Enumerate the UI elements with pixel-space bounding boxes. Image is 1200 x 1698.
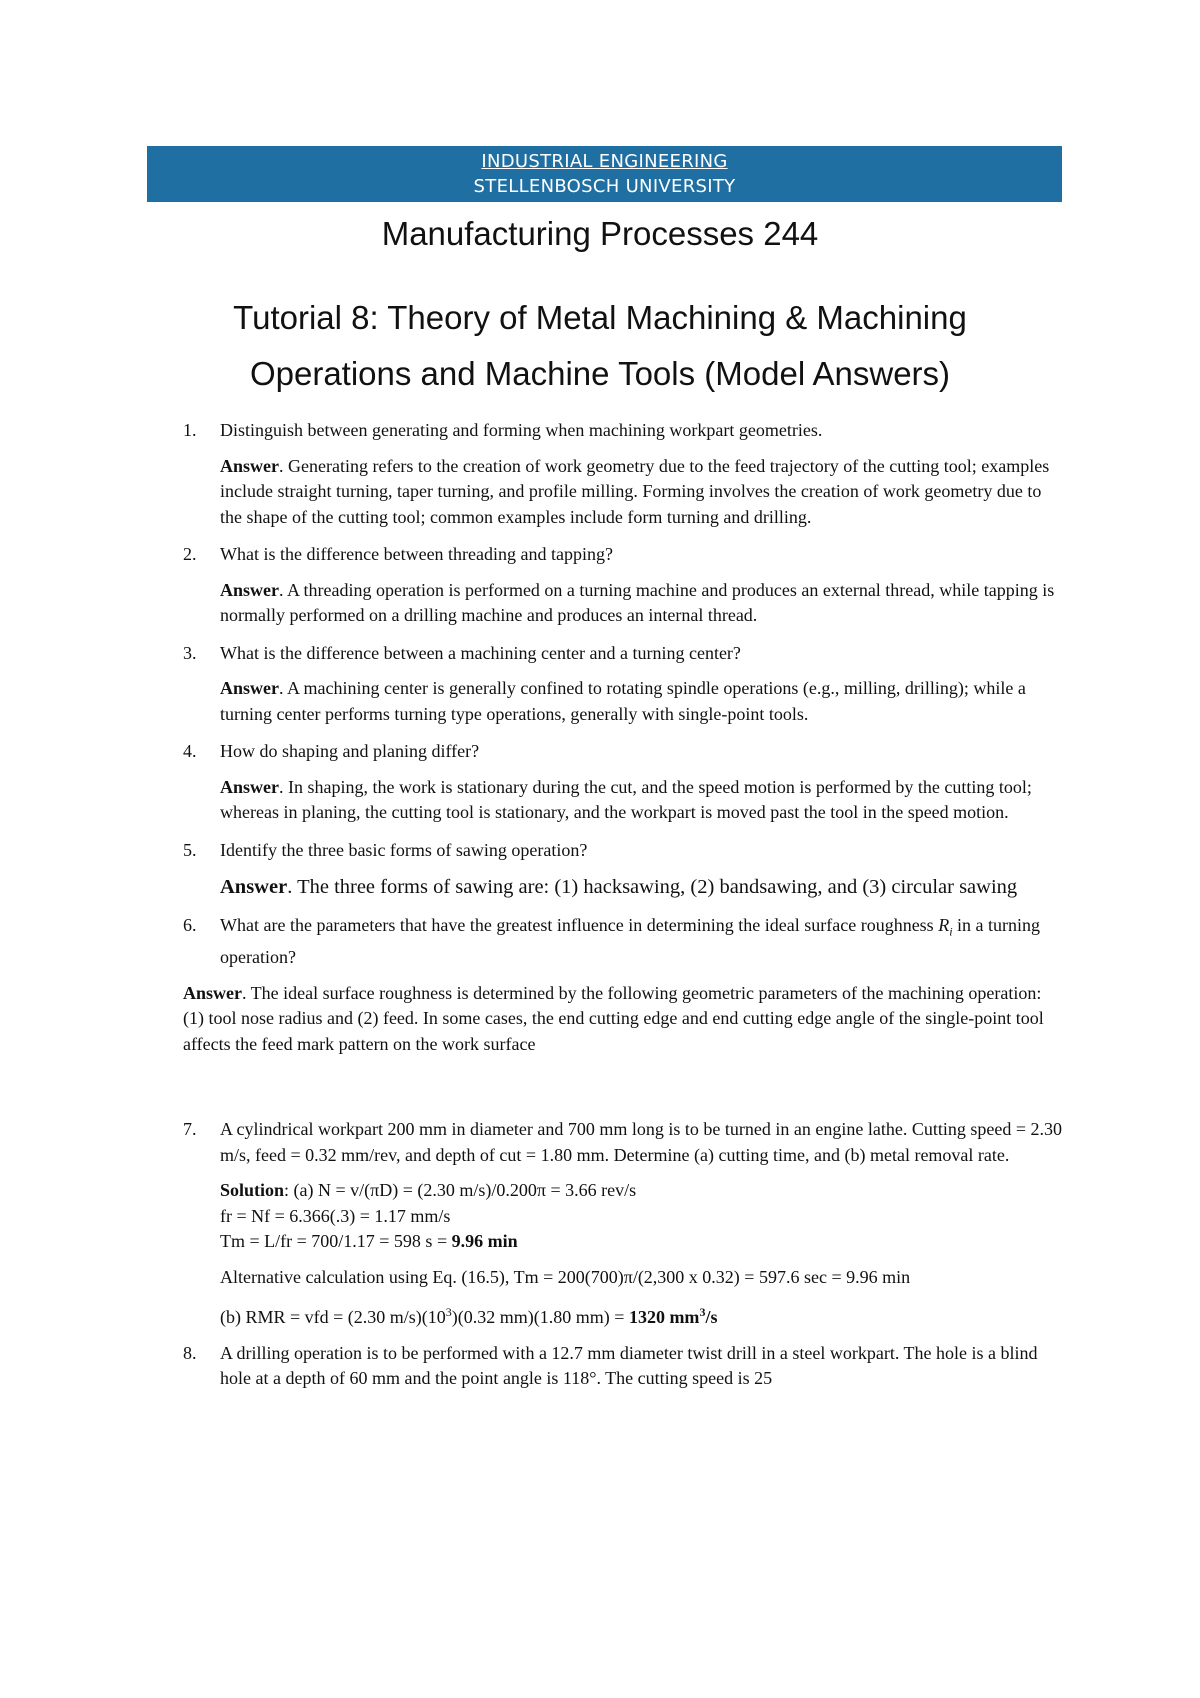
question-number: 1. — [183, 420, 197, 440]
feed-rate-expression: fr = Nf = 6.366(.3) = 1.17 mm/s — [220, 1205, 451, 1226]
solution-7 — [183, 1178, 1063, 1331]
answer-2 — [183, 578, 1063, 629]
result-value: 1320 mm — [628, 1307, 700, 1328]
answer-label: Answer — [220, 678, 279, 698]
question-number: 8. — [183, 1342, 197, 1363]
answer-text: . The three forms of sawing are: (1) hacksawing, (2) bandsawing, and (3) circular sawing — [287, 876, 1018, 898]
answer-text: . Generating refers to the creation of work geometry due to the feed trajectory of the cutting tool; examples include straight turning, taper turning, and profile milling. Forming involves the creation of work geometry due to the shape of the cutting tool; common examples include form turning and drilling. — [220, 455, 1050, 527]
questions-list — [183, 418, 1063, 1392]
answer-label: Answer — [183, 982, 242, 1003]
question-text: A cylindrical workpart 200 mm in diameter and 700 mm long is to be turned in an engine lathe. Cutting speed = 2.30 m/s, feed = 0.32 mm/rev, and depth of cut = 1.80 mm. Determine (a) cutting time, and (b) metal removal rate. — [220, 1119, 1062, 1165]
cutting-time-expression: Tm = L/fr = 700/1.17 = 598 s = — [220, 1231, 452, 1252]
header-department: INDUSTRIAL ENGINEERING — [481, 151, 728, 172]
exponent: 3 — [445, 1305, 452, 1320]
cutting-time-line — [220, 1229, 1063, 1255]
question-text: A drilling operation is to be performed with a 12.7 mm diameter twist drill in a steel workpart. The hole is a blind hole at a depth of 60 mm and the point angle is 118°. The cutting speed is 25 — [220, 1342, 1038, 1389]
question-5 — [183, 838, 1063, 864]
question-1 — [183, 418, 1063, 444]
answer-6 — [183, 981, 1063, 1058]
question-6 — [183, 913, 1063, 971]
question-text: What are the parameters that have the greatest influence in determining the ideal surface roughness — [220, 915, 939, 935]
result-unit: /s — [705, 1307, 718, 1328]
question-text: How do shaping and planing differ? — [220, 741, 480, 761]
removal-rate-line — [220, 1300, 1063, 1331]
answer-1 — [183, 454, 1063, 531]
subtitle-line-1: Tutorial 8: Theory of Metal Machining & Machining — [233, 299, 967, 336]
header-university: STELLENBOSCH UNIVERSITY — [473, 176, 736, 197]
roughness-symbol: R — [938, 915, 950, 935]
question-3 — [183, 641, 1063, 667]
spacer — [183, 1069, 1063, 1117]
removal-rate-expression: (b) RMR = vfd = (2.30 m/s)(10 — [220, 1307, 446, 1328]
question-text-end: in a turning operation? — [220, 915, 1041, 968]
question-text: What is the difference between threading and tapping? — [220, 544, 614, 564]
roughness-subscript: i — [949, 924, 953, 939]
answer-4 — [183, 775, 1063, 826]
question-4 — [183, 739, 1063, 765]
question-8 — [183, 1341, 1063, 1392]
document-subtitle — [0, 290, 1200, 402]
answer-3 — [183, 676, 1063, 727]
document-title: Manufacturing Processes 244 — [381, 215, 819, 252]
result-exponent: 3 — [699, 1305, 706, 1320]
question-7 — [183, 1117, 1063, 1168]
spindle-speed-expression: N = v/(πD) = (2.30 m/s)/0.200π = 3.66 rev/s — [318, 1180, 637, 1201]
answer-text: . In shaping, the work is stationary during the cut, and the speed motion is performed by the cutting tool; whereas in planing, the cutting tool is stationary, and the workpart is moved past the tool in the speed motion. — [220, 776, 1032, 822]
question-number: 4. — [183, 741, 197, 761]
removal-rate-result — [629, 1307, 718, 1327]
removal-rate-expression-end: )(0.32 mm)(1.80 mm) = — [451, 1307, 629, 1328]
alternative-calculation: Alternative calculation using Eq. (16.5), Tm = 200(700)π/(2,300 x 0.32) = 597.6 sec = 9.96 min — [220, 1266, 911, 1287]
subtitle-line-2: Operations and Machine Tools (Model Answers) — [249, 355, 951, 392]
answer-text: . A threading operation is performed on a turning machine and produces an external thread, while tapping is normally performed on a drilling machine and produces an internal thread. — [220, 579, 1055, 625]
cutting-time-result: 9.96 min — [451, 1231, 518, 1252]
question-text: Distinguish between generating and forming when machining workpart geometries. — [220, 420, 823, 440]
answer-label: Answer — [220, 579, 279, 600]
question-number: 5. — [183, 839, 197, 860]
question-number: 7. — [183, 1119, 197, 1140]
question-number: 6. — [183, 915, 197, 935]
question-2 — [183, 542, 1063, 568]
answer-label: Answer — [220, 776, 279, 797]
answer-5 — [183, 873, 1063, 901]
answer-text: . A machining center is generally confined to rotating spindle operations (e.g., milling, drilling); while a turning center performs turning type operations, generally with single-point tools. — [220, 678, 1026, 724]
solution-label: Solution — [220, 1180, 285, 1201]
solution-part-a-label: : (a) — [284, 1180, 319, 1201]
question-text: What is the difference between a machining center and a turning center? — [220, 642, 741, 663]
solution-line-a — [220, 1178, 1063, 1204]
question-text: Identify the three basic forms of sawing operation? — [220, 839, 588, 860]
answer-label: Answer — [220, 455, 279, 476]
header-banner — [147, 146, 1062, 202]
answer-text: . The ideal surface roughness is determined by the following geometric parameters of the machining operation: (1) tool nose radius and (2) feed. In some cases, the end cutting edge and end cutting edge angle of the single-point tool affects the feed mark pattern on the work surface — [183, 982, 1044, 1054]
question-number: 2. — [183, 544, 197, 564]
answer-label: Answer — [220, 876, 288, 898]
question-number: 3. — [183, 642, 197, 663]
